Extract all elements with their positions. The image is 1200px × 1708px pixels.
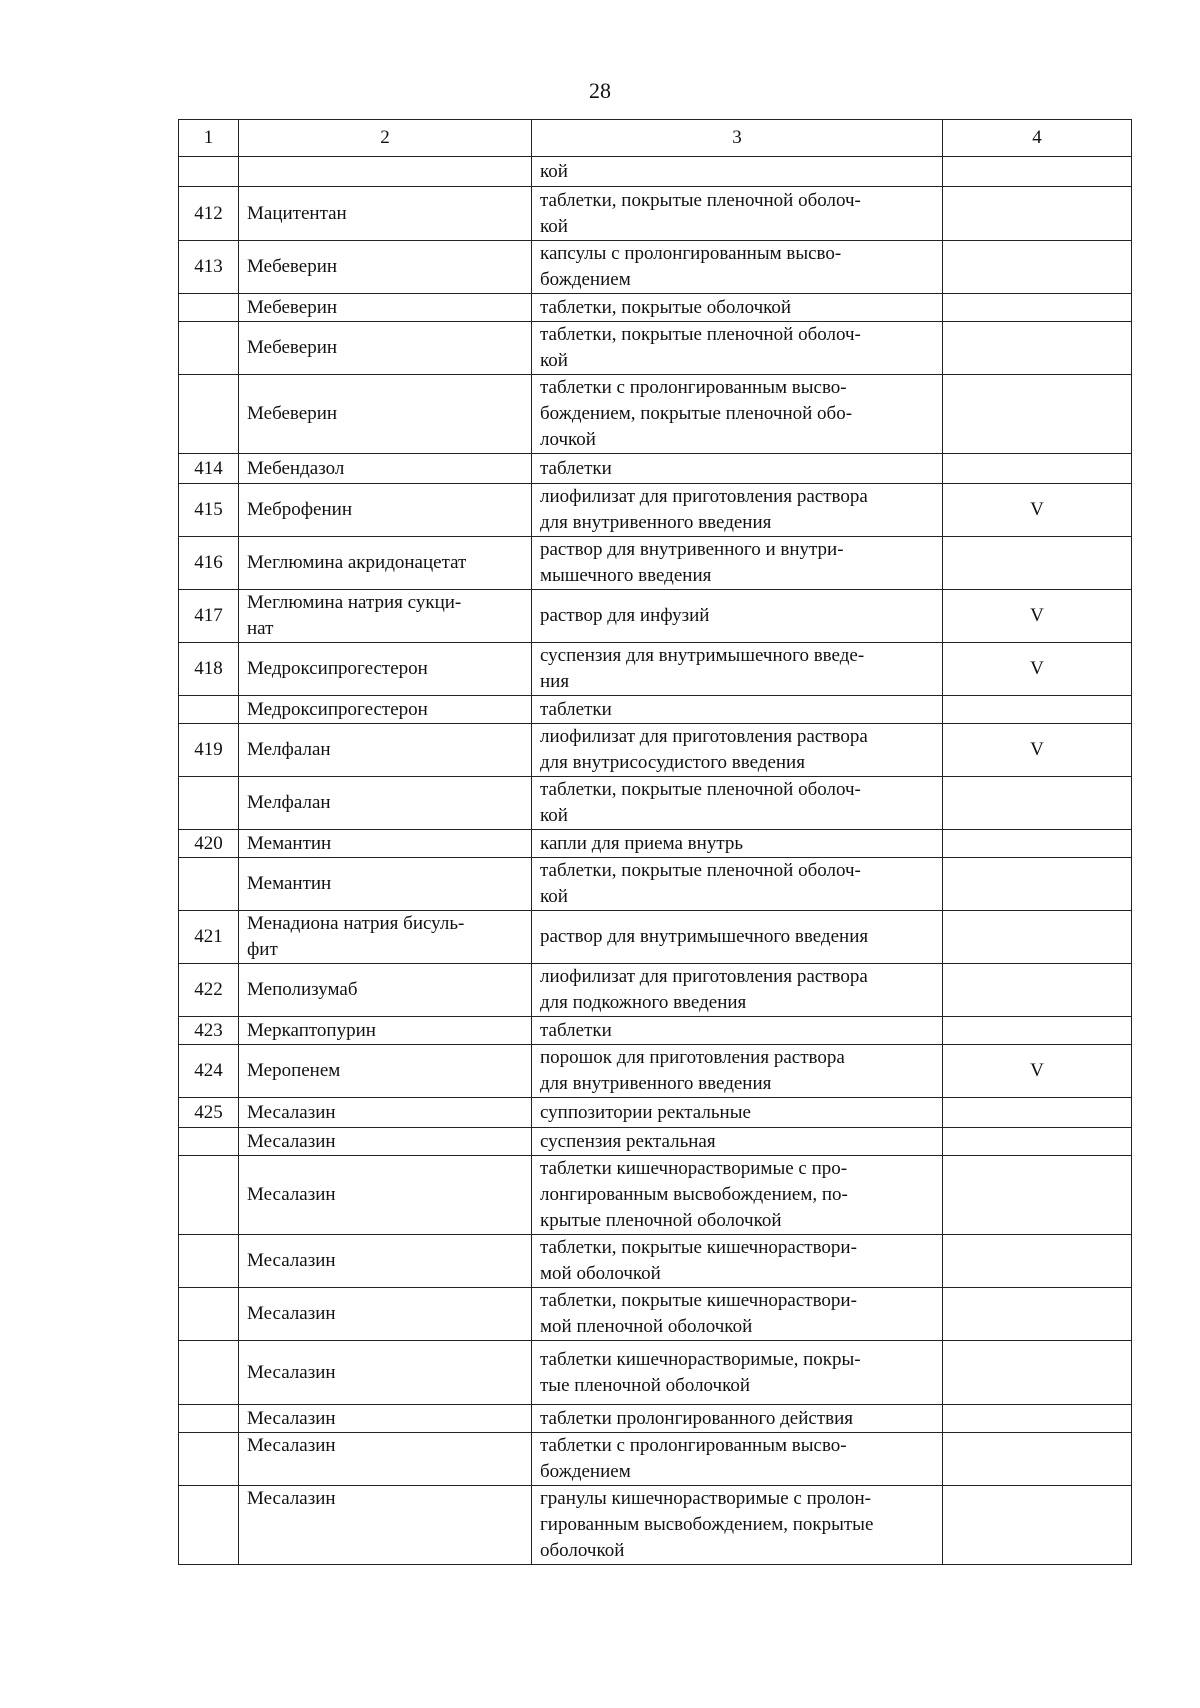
mark-cell: V <box>943 484 1132 537</box>
mark-cell <box>943 830 1132 858</box>
drug-table <box>178 119 1132 1565</box>
mark-cell <box>943 1156 1132 1235</box>
form-cell: лиофилизат для приготовления раствора для внутрисосудистого введения <box>532 724 943 777</box>
table-row <box>179 322 1132 375</box>
name-cell: Меропенем <box>239 1045 532 1098</box>
table-row <box>179 1156 1132 1235</box>
mark-cell <box>943 187 1132 241</box>
table-row <box>179 484 1132 537</box>
num-cell: 421 <box>179 911 239 964</box>
num-cell <box>179 1433 239 1486</box>
table-row <box>179 1288 1132 1341</box>
mark-cell <box>943 537 1132 590</box>
form-cell: таблетки, покрытые кишечнораствори- мой оболочкой <box>532 1235 943 1288</box>
table-row <box>179 777 1132 830</box>
form-cell: таблетки кишечнорастворимые с про- лонгированным высвобождением, по- крытые пленочной оболочкой <box>532 1156 943 1235</box>
mark-cell <box>943 375 1132 454</box>
name-cell: Меглюмина натрия сукци- нат <box>239 590 532 643</box>
form-cell: таблетки <box>532 696 943 724</box>
form-cell: раствор для внутримышечного введения <box>532 911 943 964</box>
mark-cell: V <box>943 590 1132 643</box>
num-cell <box>179 1288 239 1341</box>
name-cell: Мебеверин <box>239 241 532 294</box>
name-cell: Месалазин <box>239 1235 532 1288</box>
mark-cell <box>943 241 1132 294</box>
num-cell: 420 <box>179 830 239 858</box>
num-cell <box>179 1341 239 1405</box>
table-body <box>179 120 1132 1565</box>
table-row <box>179 187 1132 241</box>
num-cell <box>179 322 239 375</box>
form-cell: капли для приема внутрь <box>532 830 943 858</box>
form-cell: раствор для инфузий <box>532 590 943 643</box>
name-cell: Месалазин <box>239 1288 532 1341</box>
mark-cell <box>943 1288 1132 1341</box>
form-cell: таблетки <box>532 454 943 484</box>
name-cell: Мебеверин <box>239 375 532 454</box>
name-cell: Месалазин <box>239 1405 532 1433</box>
name-cell: Меглюмина акридонацетат <box>239 537 532 590</box>
name-cell: Менадиона натрия бисуль- фит <box>239 911 532 964</box>
num-cell <box>179 1405 239 1433</box>
form-cell: таблетки кишечнорастворимые, покры- тые пленочной оболочкой <box>532 1341 943 1405</box>
form-cell: таблетки <box>532 1017 943 1045</box>
table-row <box>179 964 1132 1017</box>
mark-cell <box>943 322 1132 375</box>
table-row <box>179 294 1132 322</box>
mark-cell <box>943 1486 1132 1565</box>
num-cell <box>179 1486 239 1565</box>
mark-cell <box>943 1128 1132 1156</box>
header-col-4: 4 <box>943 120 1132 157</box>
num-cell <box>179 1128 239 1156</box>
form-cell: таблетки с пролонгированным высво- бождением, покрытые пленочной обо- лочкой <box>532 375 943 454</box>
mark-cell: V <box>943 643 1132 696</box>
num-cell: 415 <box>179 484 239 537</box>
table-row <box>179 1341 1132 1405</box>
table-row <box>179 590 1132 643</box>
mark-cell <box>943 1341 1132 1405</box>
form-cell: суспензия для внутримышечного введе- ния <box>532 643 943 696</box>
mark-cell <box>943 1433 1132 1486</box>
header-col-3: 3 <box>532 120 943 157</box>
mark-cell: V <box>943 724 1132 777</box>
form-cell: таблетки, покрытые кишечнораствори- мой пленочной оболочкой <box>532 1288 943 1341</box>
num-cell <box>179 375 239 454</box>
mark-cell <box>943 858 1132 911</box>
name-cell: Медроксипрогестерон <box>239 643 532 696</box>
table-row <box>179 858 1132 911</box>
form-cell: лиофилизат для приготовления раствора для внутривенного введения <box>532 484 943 537</box>
num-cell <box>179 1235 239 1288</box>
form-cell: таблетки с пролонгированным высво- бождением <box>532 1433 943 1486</box>
table-header-row <box>179 120 1132 157</box>
num-cell <box>179 858 239 911</box>
name-cell: Месалазин <box>239 1098 532 1128</box>
form-cell: таблетки, покрытые пленочной оболоч- кой <box>532 187 943 241</box>
num-cell: 423 <box>179 1017 239 1045</box>
table-row <box>179 157 1132 187</box>
table-row <box>179 724 1132 777</box>
table-row <box>179 1235 1132 1288</box>
num-cell <box>179 157 239 187</box>
table-row <box>179 1017 1132 1045</box>
num-cell <box>179 777 239 830</box>
name-cell: Мемантин <box>239 830 532 858</box>
form-cell: суппозитории ректальные <box>532 1098 943 1128</box>
form-cell: раствор для внутривенного и внутри- мышечного введения <box>532 537 943 590</box>
name-cell: Мебеверин <box>239 294 532 322</box>
form-cell: суспензия ректальная <box>532 1128 943 1156</box>
name-cell: Меполизумаб <box>239 964 532 1017</box>
num-cell: 419 <box>179 724 239 777</box>
name-cell: Месалазин <box>239 1486 532 1565</box>
form-cell: таблетки, покрытые пленочной оболоч- кой <box>532 858 943 911</box>
table-row <box>179 830 1132 858</box>
table-row <box>179 911 1132 964</box>
name-cell: Меркаптопурин <box>239 1017 532 1045</box>
name-cell: Месалазин <box>239 1341 532 1405</box>
num-cell <box>179 696 239 724</box>
name-cell: Медроксипрогестерон <box>239 696 532 724</box>
form-cell: таблетки пролонгированного действия <box>532 1405 943 1433</box>
name-cell: Месалазин <box>239 1433 532 1486</box>
form-cell: капсулы с пролонгированным высво- бождением <box>532 241 943 294</box>
table-row <box>179 375 1132 454</box>
num-cell: 413 <box>179 241 239 294</box>
name-cell: Мемантин <box>239 858 532 911</box>
name-cell: Меброфенин <box>239 484 532 537</box>
mark-cell <box>943 1017 1132 1045</box>
form-cell: таблетки, покрытые пленочной оболоч- кой <box>532 777 943 830</box>
name-cell: Мебендазол <box>239 454 532 484</box>
num-cell: 417 <box>179 590 239 643</box>
mark-cell: V <box>943 1045 1132 1098</box>
table-row <box>179 1045 1132 1098</box>
mark-cell <box>943 294 1132 322</box>
mark-cell <box>943 454 1132 484</box>
form-cell: таблетки, покрытые оболочкой <box>532 294 943 322</box>
num-cell <box>179 1156 239 1235</box>
mark-cell <box>943 1235 1132 1288</box>
mark-cell <box>943 696 1132 724</box>
mark-cell <box>943 1098 1132 1128</box>
name-cell: Мелфалан <box>239 724 532 777</box>
name-cell: Мацитентан <box>239 187 532 241</box>
name-cell: Мебеверин <box>239 322 532 375</box>
num-cell: 424 <box>179 1045 239 1098</box>
table-row <box>179 1128 1132 1156</box>
mark-cell <box>943 157 1132 187</box>
table-row <box>179 696 1132 724</box>
mark-cell <box>943 777 1132 830</box>
form-cell: кой <box>532 157 943 187</box>
header-col-1: 1 <box>179 120 239 157</box>
form-cell: лиофилизат для приготовления раствора для подкожного введения <box>532 964 943 1017</box>
name-cell: Месалазин <box>239 1156 532 1235</box>
num-cell: 412 <box>179 187 239 241</box>
form-cell: таблетки, покрытые пленочной оболоч- кой <box>532 322 943 375</box>
num-cell: 416 <box>179 537 239 590</box>
table-row <box>179 537 1132 590</box>
form-cell: порошок для приготовления раствора для внутривенного введения <box>532 1045 943 1098</box>
num-cell <box>179 294 239 322</box>
num-cell: 414 <box>179 454 239 484</box>
table-row <box>179 643 1132 696</box>
num-cell: 418 <box>179 643 239 696</box>
table-row <box>179 1405 1132 1433</box>
mark-cell <box>943 911 1132 964</box>
num-cell: 422 <box>179 964 239 1017</box>
page-number: 28 <box>589 78 611 103</box>
name-cell <box>239 157 532 187</box>
name-cell: Мелфалан <box>239 777 532 830</box>
header-col-2: 2 <box>239 120 532 157</box>
mark-cell <box>943 964 1132 1017</box>
num-cell: 425 <box>179 1098 239 1128</box>
table-row <box>179 241 1132 294</box>
form-cell: гранулы кишечнорастворимые с пролон- гированным высвобождением, покрытые оболочкой <box>532 1486 943 1565</box>
table-row <box>179 1433 1132 1486</box>
table-row <box>179 1098 1132 1128</box>
name-cell: Месалазин <box>239 1128 532 1156</box>
table-row <box>179 1486 1132 1565</box>
table-row <box>179 454 1132 484</box>
mark-cell <box>943 1405 1132 1433</box>
